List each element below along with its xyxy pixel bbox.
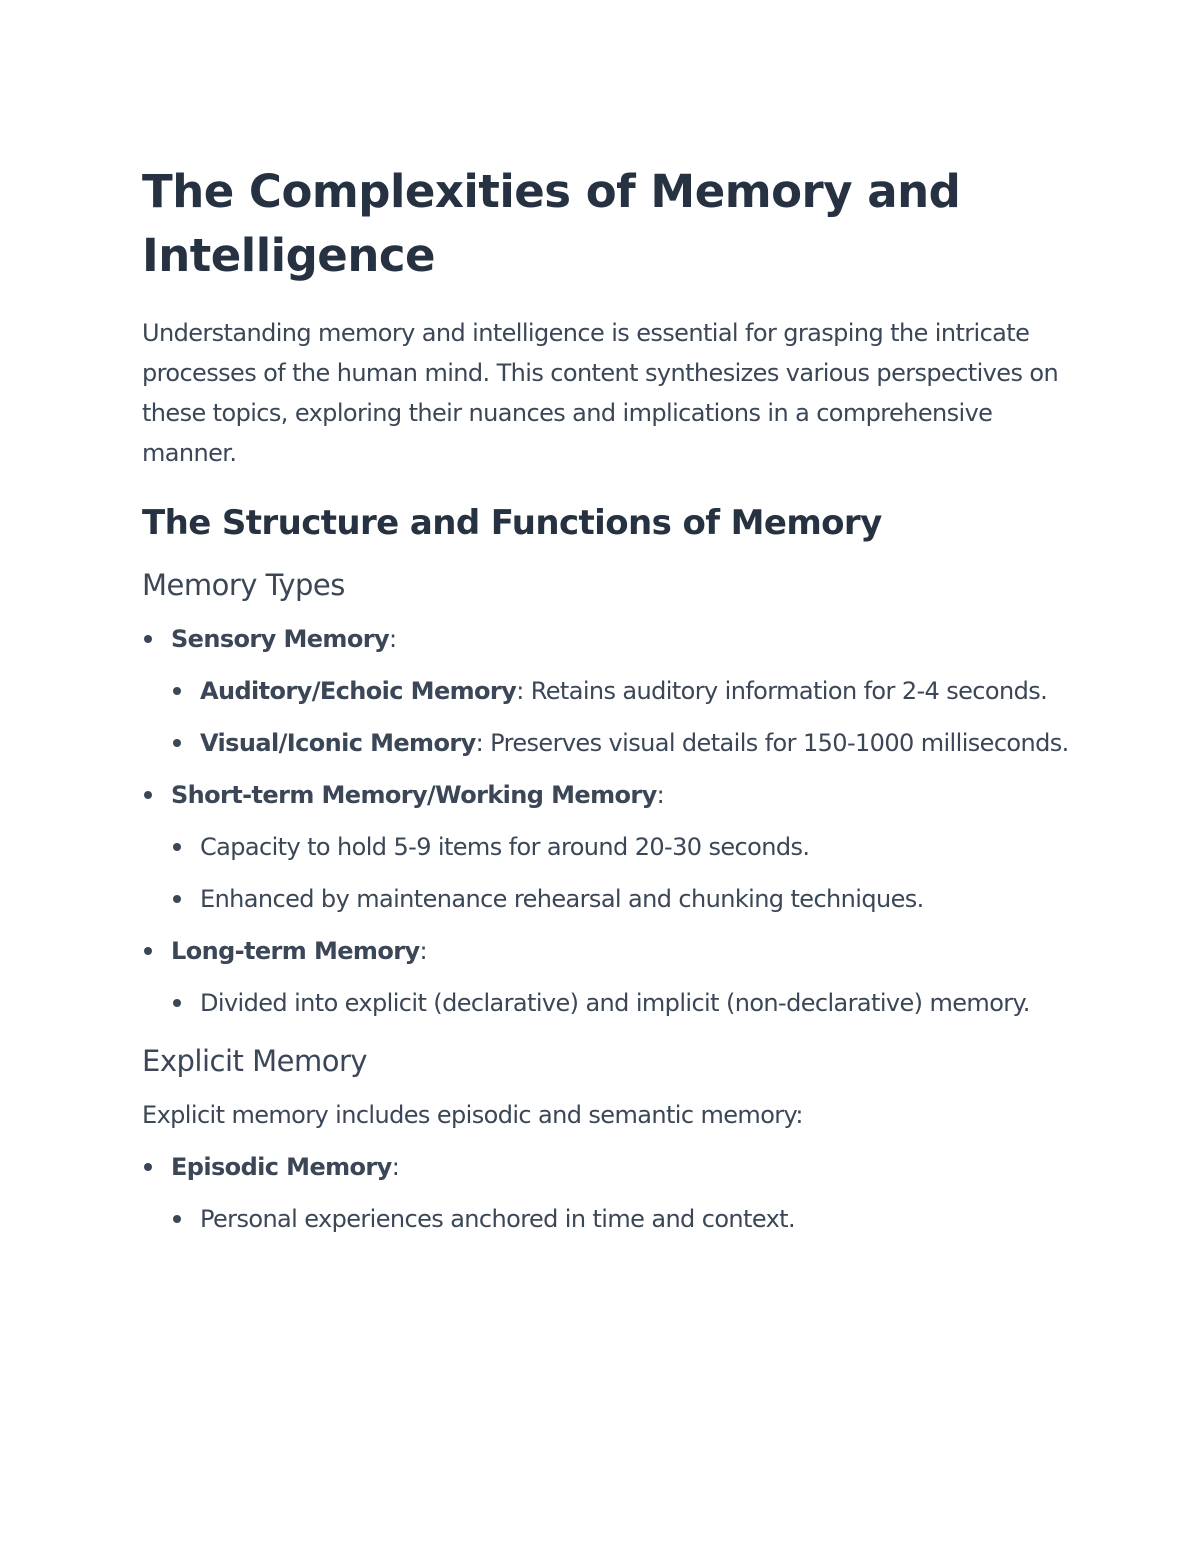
bullet-icon [144, 635, 152, 643]
bullet-icon [173, 843, 181, 851]
subheading-explicit-memory: Explicit Memory [142, 1044, 368, 1078]
bullet-icon [173, 739, 181, 747]
long-term-sublist [171, 983, 1082, 1023]
list-item-personal-experiences [171, 1199, 1082, 1239]
list-item-divided [171, 983, 1082, 1023]
list-item-suffix: : [656, 781, 665, 809]
list-item-label: Long-term Memory [171, 937, 420, 965]
memory-types-list [142, 619, 1082, 1023]
list-item-sensory-memory [142, 619, 1082, 763]
list-item-text: Enhanced by maintenance rehearsal and chunking techniques. [200, 885, 924, 913]
explicit-memory-list [142, 1147, 1082, 1239]
bullet-icon [173, 687, 181, 695]
list-item-suffix: : [419, 937, 427, 965]
list-item-episodic-memory [142, 1147, 1082, 1239]
bullet-icon [173, 999, 181, 1007]
bullet-icon [173, 895, 181, 903]
list-item-visual-memory [171, 723, 1082, 763]
episodic-sublist [171, 1199, 1082, 1239]
list-item-text: : Preserves visual details for 150-1000 milliseconds. [475, 729, 1069, 757]
list-item-text: : Retains auditory information for 2-4 seconds. [516, 677, 1048, 705]
intro-paragraph: Understanding memory and intelligence is essential for grasping the intricate processes of the human mind. This content synthesizes various perspectives on these topics, exploring their nuances and implications in a comprehensive manner. [142, 319, 1059, 467]
list-item-long-term-memory [142, 931, 1082, 1023]
list-item-auditory-memory [171, 671, 1082, 711]
bullet-icon [173, 1215, 181, 1223]
list-item-capacity [171, 827, 1082, 867]
list-item-text: Divided into explicit (declarative) and implicit (non-declarative) memory. [200, 989, 1030, 1017]
list-item-label: Sensory Memory [171, 625, 389, 653]
list-item-text: Personal experiences anchored in time and context. [200, 1205, 796, 1233]
list-item-label: Auditory/Echoic Memory [200, 677, 517, 705]
short-term-sublist [171, 827, 1082, 919]
sensory-sublist [171, 671, 1082, 763]
section-heading-memory-structure: The Structure and Functions of Memory [142, 503, 882, 543]
list-item-label: Short-term Memory/Working Memory [171, 781, 657, 809]
document-page [142, 160, 1082, 1239]
list-item-short-term-memory [142, 775, 1082, 919]
explicit-memory-paragraph: Explicit memory includes episodic and semantic memory: [142, 1101, 803, 1129]
list-item-enhanced [171, 879, 1082, 919]
bullet-icon [144, 1163, 152, 1171]
bullet-icon [144, 791, 152, 799]
page-title: The Complexities of Memory and Intelligence [142, 165, 961, 282]
list-item-label: Episodic Memory [171, 1153, 392, 1181]
bullet-icon [144, 947, 152, 955]
subheading-memory-types: Memory Types [142, 568, 345, 602]
list-item-text: Capacity to hold 5-9 items for around 20-30 seconds. [200, 833, 810, 861]
list-item-label: Visual/Iconic Memory [200, 729, 476, 757]
list-item-suffix: : [389, 625, 397, 653]
list-item-suffix: : [391, 1153, 400, 1181]
